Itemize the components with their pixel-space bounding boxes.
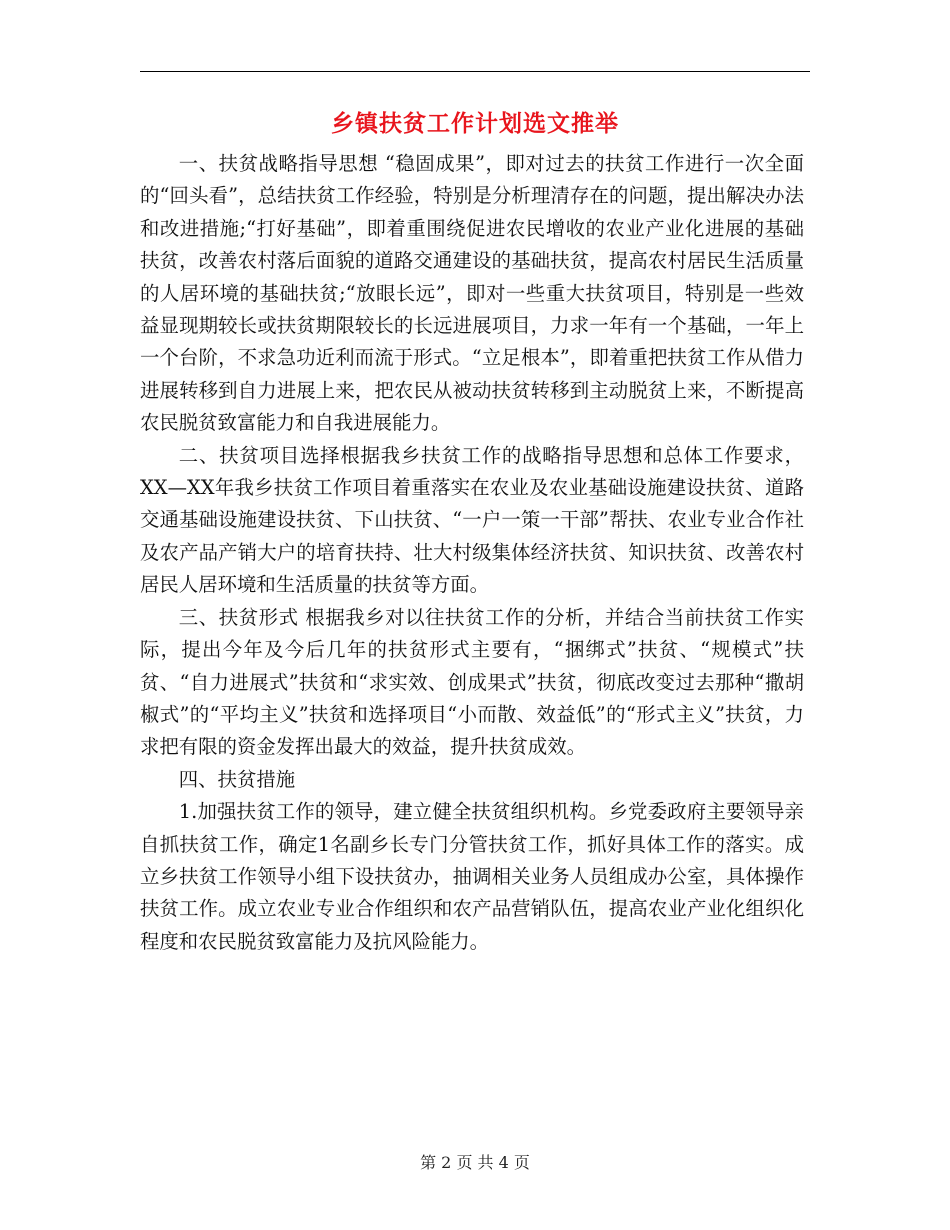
page-footer: 第 2 页 共 4 页 bbox=[420, 1153, 530, 1172]
header-rule bbox=[140, 71, 810, 72]
paragraph-measure-1: 1.加强扶贫工作的领导，建立健全扶贫组织机构。乡党委政府主要领导亲自抓扶贫工作，确定1名副乡长专门分管扶贫工作，抓好具体工作的落实。成立乡扶贫工作领导小组下设扶贫办，抽调相关业务人员组成办公室，具体操作扶贫工作。成立农业专业合作组织和农产品营销队伍，提高农业产业化组织化程度和农民脱贫致富能力及抗风险能力。 bbox=[140, 800, 804, 953]
paragraph-forms: 三、扶贫形式 根据我乡对以往扶贫工作的分析，并结合当前扶贫工作实际，提出今年及今后几年的扶贫形式主要有，“捆绑式”扶贫、“规模式”扶贫、“自力进展式”扶贫和“求实效、创成果式”扶贫，彻底改变过去那种“撒胡椒式”的“平均主义”扶贫和选择项目“小而散、效益低”的“形式主义”扶贫，力求把有限的资金发挥出最大的效益，提升扶贫成效。 bbox=[140, 605, 804, 759]
paragraph-strategy: 一、扶贫战略指导思想 “稳固成果”，即对过去的扶贫工作进行一次全面的“回头看”，总结扶贫工作经验，特别是分析理清存在的问题，提出解决办法和改进措施;“打好基础”，即着重围绕促进农民增收的农业产业化进展的基础扶贫，改善农村落后面貌的道路交通建设的基础扶贫，提高农村居民生活质量的人居环境的基础扶贫;“放眼长远”，即对一些重大扶贫项目，特别是一些效益显现期较长或扶贫期限较长的长远进展项目，力求一年有一个基础，一年上一个台阶，不求急功近利而流于形式。“立足根本”，即着重把扶贫工作从借力进展转移到自力进展上来，把农民从被动扶贫转移到主动脱贫上来，不断提高农民脱贫致富能力和自我进展能力。 bbox=[140, 152, 804, 435]
document-title: 乡镇扶贫工作计划选文推举 bbox=[331, 110, 619, 137]
document-body bbox=[140, 148, 804, 958]
paragraph-measures-heading: 四、扶贫措施 bbox=[178, 767, 296, 791]
paragraph-project-selection: 二、扶贫项目选择根据我乡扶贫工作的战略指导思想和总体工作要求，XX—XX年我乡扶贫工作项目着重落实在农业及农业基础设施建设扶贫、道路交通基础设施建设扶贫、下山扶贫、“一户一策一干部”帮扶、农业专业合作社及农产品产销大户的培育扶持、壮大村级集体经济扶贫、知识扶贫、改善农村居民人居环境和生活质量的扶贫等方面。 bbox=[140, 443, 804, 597]
